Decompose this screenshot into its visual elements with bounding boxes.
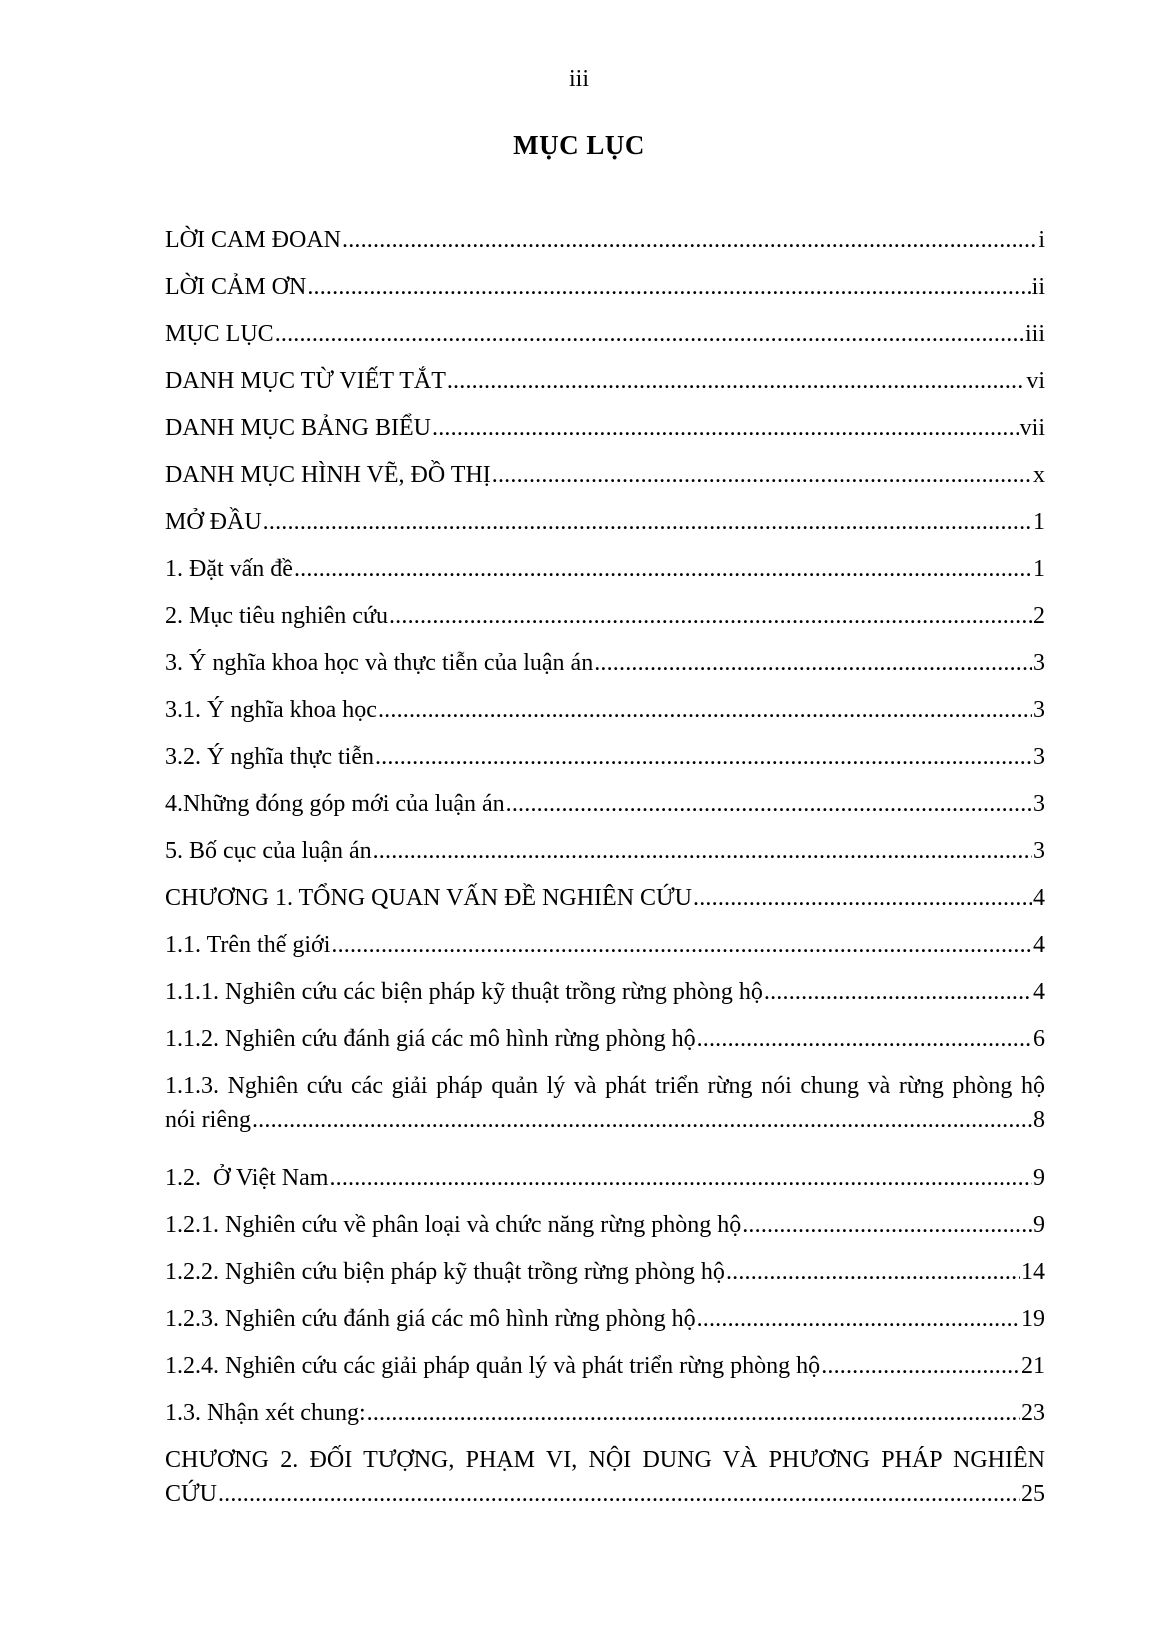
- toc-entry-page: vi: [1026, 368, 1045, 394]
- toc-entry[interactable]: [165, 552, 1045, 599]
- toc-entry-page: 2: [1033, 603, 1045, 629]
- toc-entry-page: 3: [1033, 650, 1045, 676]
- toc-entry-label: 1.3. Nhận xét chung:: [165, 1400, 366, 1426]
- toc-entry-page: 4: [1033, 979, 1045, 1005]
- toc-entry[interactable]: [165, 975, 1045, 1022]
- toc-entry[interactable]: [165, 1302, 1045, 1349]
- toc-entry-page: 1: [1033, 509, 1045, 535]
- toc-entry-label: 1.2. Ở Việt Nam: [165, 1165, 329, 1191]
- toc-entry-page: 6: [1033, 1026, 1045, 1052]
- toc-entry-page: 3: [1033, 791, 1045, 817]
- toc-entry-label: LỜI CẢM ƠN: [165, 274, 307, 300]
- toc-entry-label: 1.2.2. Nghiên cứu biện pháp kỹ thuật trồng rừng phòng hộ: [165, 1259, 725, 1285]
- dot-leader: [742, 1208, 1032, 1242]
- dot-leader: [389, 599, 1032, 633]
- toc-entry[interactable]: [165, 1443, 1045, 1523]
- toc-entry-page: 3: [1033, 744, 1045, 770]
- toc-entry-label: DANH MỤC TỪ VIẾT TẮT: [165, 368, 446, 394]
- toc-entry-page: ii: [1031, 274, 1045, 300]
- toc-entry-label: 1.1.1. Nghiên cứu các biện pháp kỹ thuật trồng rừng phòng hộ: [165, 979, 763, 1005]
- toc-entry[interactable]: [165, 1161, 1045, 1208]
- toc-entry-label-line2: nói riêng: [165, 1107, 251, 1133]
- page-number: iii: [568, 66, 589, 92]
- toc-entry-page: 19: [1021, 1306, 1045, 1332]
- toc-entry[interactable]: [165, 505, 1045, 552]
- toc-entry-label-line1: CHƯƠNG 2. ĐỐI TƯỢNG, PHẠM VI, NỘI DUNG VÀ PHƯƠNG PHÁP NGHIÊN: [165, 1447, 1045, 1473]
- toc-entry[interactable]: [165, 693, 1045, 740]
- toc-entry-page: 9: [1033, 1212, 1045, 1238]
- toc-entry[interactable]: [165, 317, 1045, 364]
- toc-entry-label: MỞ ĐẦU: [165, 509, 262, 535]
- toc-entry[interactable]: [165, 1396, 1045, 1443]
- dot-leader: [218, 1477, 1020, 1511]
- toc-entry-label: LỜI CAM ĐOAN: [165, 227, 341, 253]
- toc-entry[interactable]: [165, 458, 1045, 505]
- toc-entry[interactable]: [165, 270, 1045, 317]
- dot-leader: [252, 1103, 1032, 1137]
- toc-entry-page: iii: [1024, 321, 1045, 347]
- toc-entry-page: 1: [1033, 556, 1045, 582]
- toc-entry[interactable]: [165, 740, 1045, 787]
- toc-entry-page: 4: [1033, 932, 1045, 958]
- toc-entry-page: 3: [1033, 838, 1045, 864]
- toc-entry[interactable]: [165, 1208, 1045, 1255]
- dot-leader: [294, 552, 1032, 586]
- toc-entry-page: 4: [1033, 885, 1045, 911]
- dot-leader: [307, 270, 1030, 304]
- toc-entry[interactable]: [165, 1022, 1045, 1069]
- toc-entry-label: 3.1. Ý nghĩa khoa học: [165, 697, 377, 723]
- toc-entry-page: i: [1038, 227, 1045, 253]
- toc-entry[interactable]: [165, 364, 1045, 411]
- toc-entry[interactable]: [165, 787, 1045, 834]
- toc-entry-label-line2: CỨU: [165, 1481, 217, 1507]
- toc-entry-label: DANH MỤC HÌNH VẼ, ĐỒ THỊ: [165, 462, 491, 488]
- toc-entry-page: 25: [1021, 1481, 1045, 1507]
- dot-leader: [447, 364, 1025, 398]
- toc-entry[interactable]: [165, 928, 1045, 975]
- dot-leader: [378, 693, 1032, 727]
- toc-entry-page: 3: [1033, 697, 1045, 723]
- toc-entry-label-line1: 1.1.3. Nghiên cứu các giải pháp quản lý và phát triển rừng nói chung và rừng phòng hộ: [165, 1073, 1045, 1099]
- toc-entry-label: 4.Những đóng góp mới của luận án: [165, 791, 505, 817]
- toc-entry[interactable]: [165, 223, 1045, 270]
- toc-entry-page: 8: [1033, 1107, 1045, 1133]
- toc-entry-label: 2. Mục tiêu nghiên cứu: [165, 603, 388, 629]
- toc-entry-page: 14: [1021, 1259, 1045, 1285]
- toc-entry[interactable]: [165, 881, 1045, 928]
- toc-entry-label: 1.2.1. Nghiên cứu về phân loại và chức năng rừng phòng hộ: [165, 1212, 742, 1238]
- toc-entry-label: 1.1. Trên thế giới: [165, 932, 331, 958]
- dot-leader: [697, 1022, 1032, 1056]
- toc-entry[interactable]: [165, 1255, 1045, 1302]
- table-of-contents: [165, 223, 1045, 1535]
- toc-entry-label: DANH MỤC BẢNG BIỂU: [165, 415, 432, 441]
- dot-leader: [506, 787, 1032, 821]
- toc-entry-label: 3.2. Ý nghĩa thực tiễn: [165, 744, 374, 770]
- toc-entry-page: x: [1033, 462, 1045, 488]
- toc-entry[interactable]: [165, 646, 1045, 693]
- toc-entry[interactable]: [165, 411, 1045, 458]
- toc-entry[interactable]: [165, 834, 1045, 881]
- dot-leader: [697, 1302, 1020, 1336]
- toc-entry-label: MỤC LỤC: [165, 321, 274, 347]
- dot-leader: [492, 458, 1032, 492]
- toc-entry-label: 1.1.2. Nghiên cứu đánh giá các mô hình rừng phòng hộ: [165, 1026, 696, 1052]
- toc-entry-page: 23: [1021, 1400, 1045, 1426]
- toc-entry-label: 1.2.4. Nghiên cứu các giải pháp quản lý và phát triển rừng phòng hộ: [165, 1353, 821, 1379]
- toc-entry-label: 5. Bố cục của luận án: [165, 838, 372, 864]
- dot-leader: [375, 740, 1032, 774]
- dot-leader: [594, 646, 1032, 680]
- dot-leader: [342, 223, 1037, 257]
- toc-entry[interactable]: [165, 599, 1045, 646]
- toc-title: MỤC LỤC: [513, 130, 645, 160]
- dot-leader: [331, 928, 1032, 962]
- dot-leader: [373, 834, 1032, 868]
- dot-leader: [329, 1161, 1032, 1195]
- dot-leader: [367, 1396, 1020, 1430]
- dot-leader: [764, 975, 1032, 1009]
- dot-leader: [432, 411, 1019, 445]
- dot-leader: [726, 1255, 1020, 1289]
- toc-entry-label: 3. Ý nghĩa khoa học và thực tiễn của luận án: [165, 650, 594, 676]
- toc-entry-label: 1. Đặt vấn đề: [165, 556, 293, 582]
- toc-entry-label: CHƯƠNG 1. TỔNG QUAN VẤN ĐỀ NGHIÊN CỨU: [165, 885, 693, 911]
- toc-entry[interactable]: [165, 1069, 1045, 1149]
- dot-leader: [275, 317, 1024, 351]
- toc-entry-page: 9: [1033, 1165, 1045, 1191]
- toc-entry[interactable]: [165, 1349, 1045, 1396]
- dot-leader: [693, 881, 1032, 915]
- toc-entry-page: 21: [1021, 1353, 1045, 1379]
- dot-leader: [821, 1349, 1020, 1383]
- dot-leader: [263, 505, 1032, 539]
- toc-entry-page: vii: [1019, 415, 1045, 441]
- toc-entry-label: 1.2.3. Nghiên cứu đánh giá các mô hình rừng phòng hộ: [165, 1306, 696, 1332]
